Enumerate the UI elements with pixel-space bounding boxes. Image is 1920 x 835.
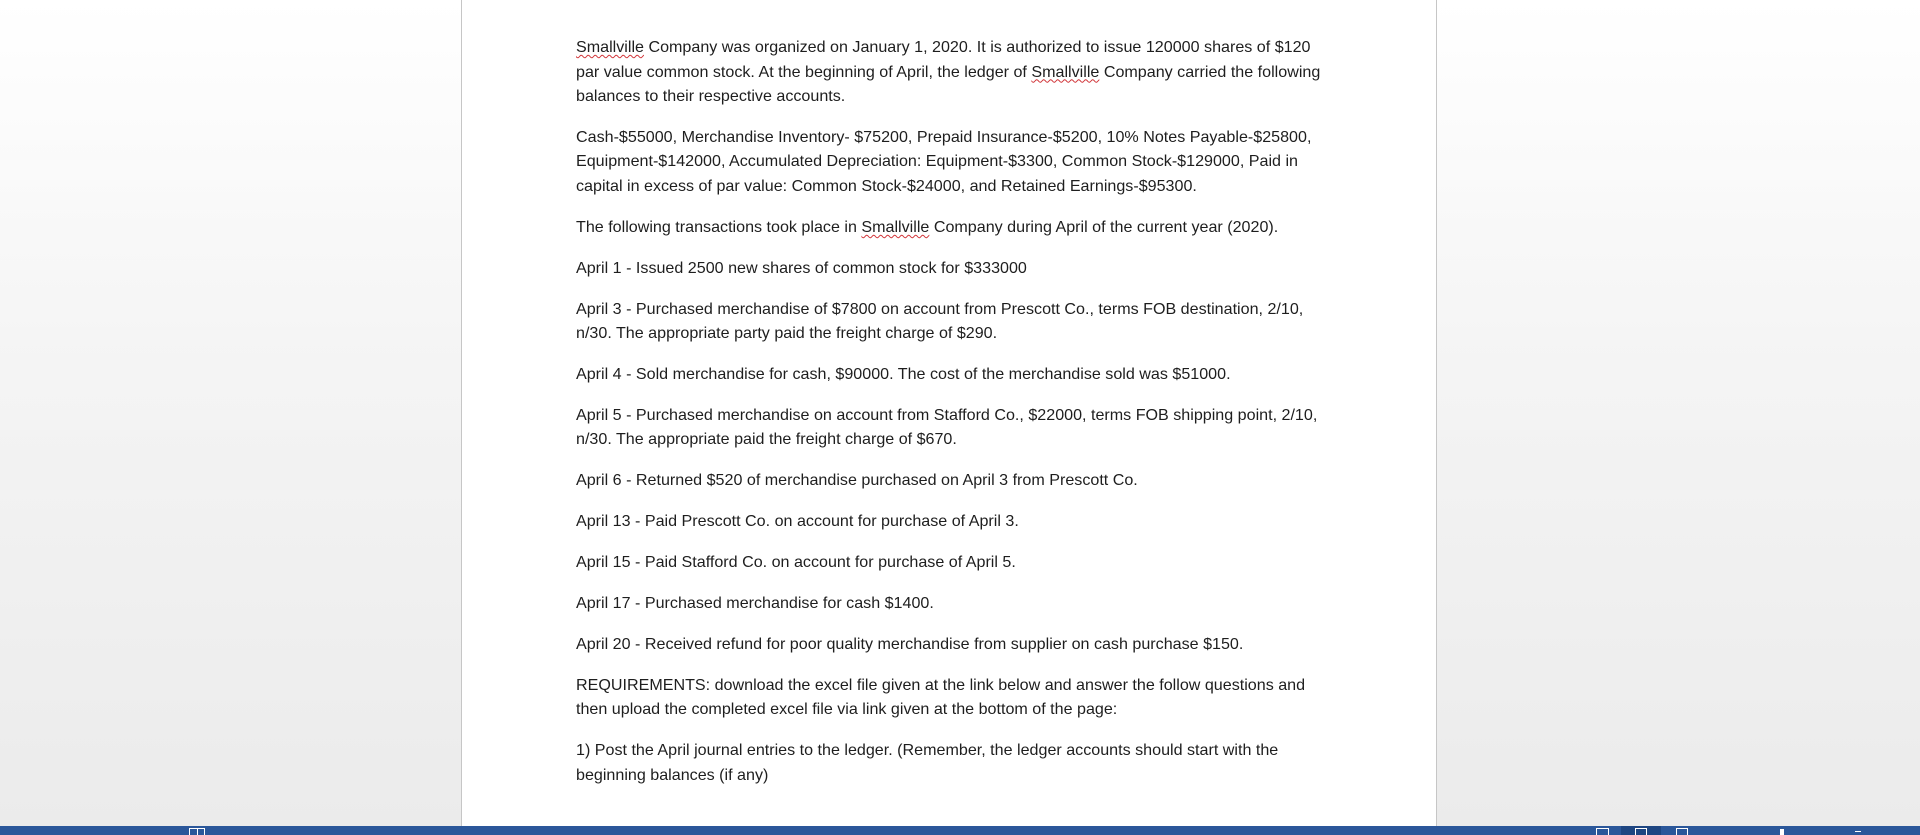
paragraph-text: Company carried the following balances to their respective accounts. [576, 62, 1321, 105]
print-layout-icon[interactable] [1621, 826, 1661, 835]
transaction-april-20[interactable]: April 20 - Received refund for poor quality merchandise from supplier on cash purchase $150. [576, 634, 1244, 653]
transaction-april-4[interactable]: April 4 - Sold merchandise for cash, $90000. The cost of the merchandise sold was $51000. [576, 364, 1231, 383]
paragraph-requirements[interactable]: REQUIREMENTS: download the excel file given at the link below and answer the follow questions and then upload the completed excel file via link given at the bottom of the page: [576, 675, 1306, 719]
transaction-april-3[interactable]: April 3 - Purchased merchandise of $7800 on account from Prescott Co., terms FOB destination, 2/10, n/30. The appropriate party paid the freight charge of $290. [576, 299, 1304, 343]
status-bar [0, 826, 1920, 835]
transaction-april-17[interactable]: April 17 - Purchased merchandise for cash $1400. [576, 593, 934, 612]
transaction-april-1[interactable]: April 1 - Issued 2500 new shares of common stock for $333000 [576, 258, 1027, 277]
document-page[interactable] [461, 0, 1437, 826]
zoom-in-icon[interactable] [1855, 831, 1861, 832]
paragraph-text: The following transactions took place in [576, 217, 862, 236]
focus-mode-icon[interactable] [189, 828, 205, 835]
transaction-april-15[interactable]: April 15 - Paid Stafford Co. on account for purchase of April 5. [576, 553, 1016, 572]
paragraph-company-intro[interactable] [576, 35, 1328, 109]
spelling-error-word[interactable]: Smallville [1031, 62, 1100, 81]
transaction-april-5[interactable]: April 5 - Purchased merchandise on account from Stafford Co., $22000, terms FOB shipping point, 2/10, n/30. The appropriate paid the freight charge of $670. [576, 405, 1318, 449]
spelling-error-word[interactable]: Smallville [861, 217, 930, 236]
document-body[interactable] [576, 35, 1328, 803]
read-mode-icon[interactable] [1596, 828, 1609, 835]
paragraph-text: Company was organized on January 1, 2020. It is authorized to issue 120000 shares of $120 par value common stock. At the beginning of April, the ledger of [576, 38, 1311, 81]
transaction-april-6[interactable]: April 6 - Returned $520 of merchandise purchased on April 3 from Prescott Co. [576, 471, 1138, 490]
paragraph-transactions-intro[interactable] [576, 215, 1328, 240]
web-layout-icon[interactable] [1676, 828, 1688, 835]
transaction-april-13[interactable]: April 13 - Paid Prescott Co. on account for purchase of April 3. [576, 512, 1019, 531]
paragraph-question-1[interactable]: 1) Post the April journal entries to the ledger. (Remember, the ledger accounts should start with the beginning balances (if any) [576, 741, 1279, 784]
paragraph-beginning-balances[interactable]: Cash-$55000, Merchandise Inventory- $75200, Prepaid Insurance-$5200, 10% Notes Payable-$25800, Equipment-$142000, Accumulated Depreciation: Equipment-$3300, Common Stock-$129000, Paid in capital in excess of par value: Common Stock-$24000, and Retained Earnings-$95300. [576, 127, 1312, 195]
paragraph-text: Company during April of the current year (2020). [929, 217, 1279, 236]
spelling-error-word[interactable]: Smallville [576, 38, 644, 56]
zoom-slider-icon[interactable] [1780, 829, 1784, 835]
